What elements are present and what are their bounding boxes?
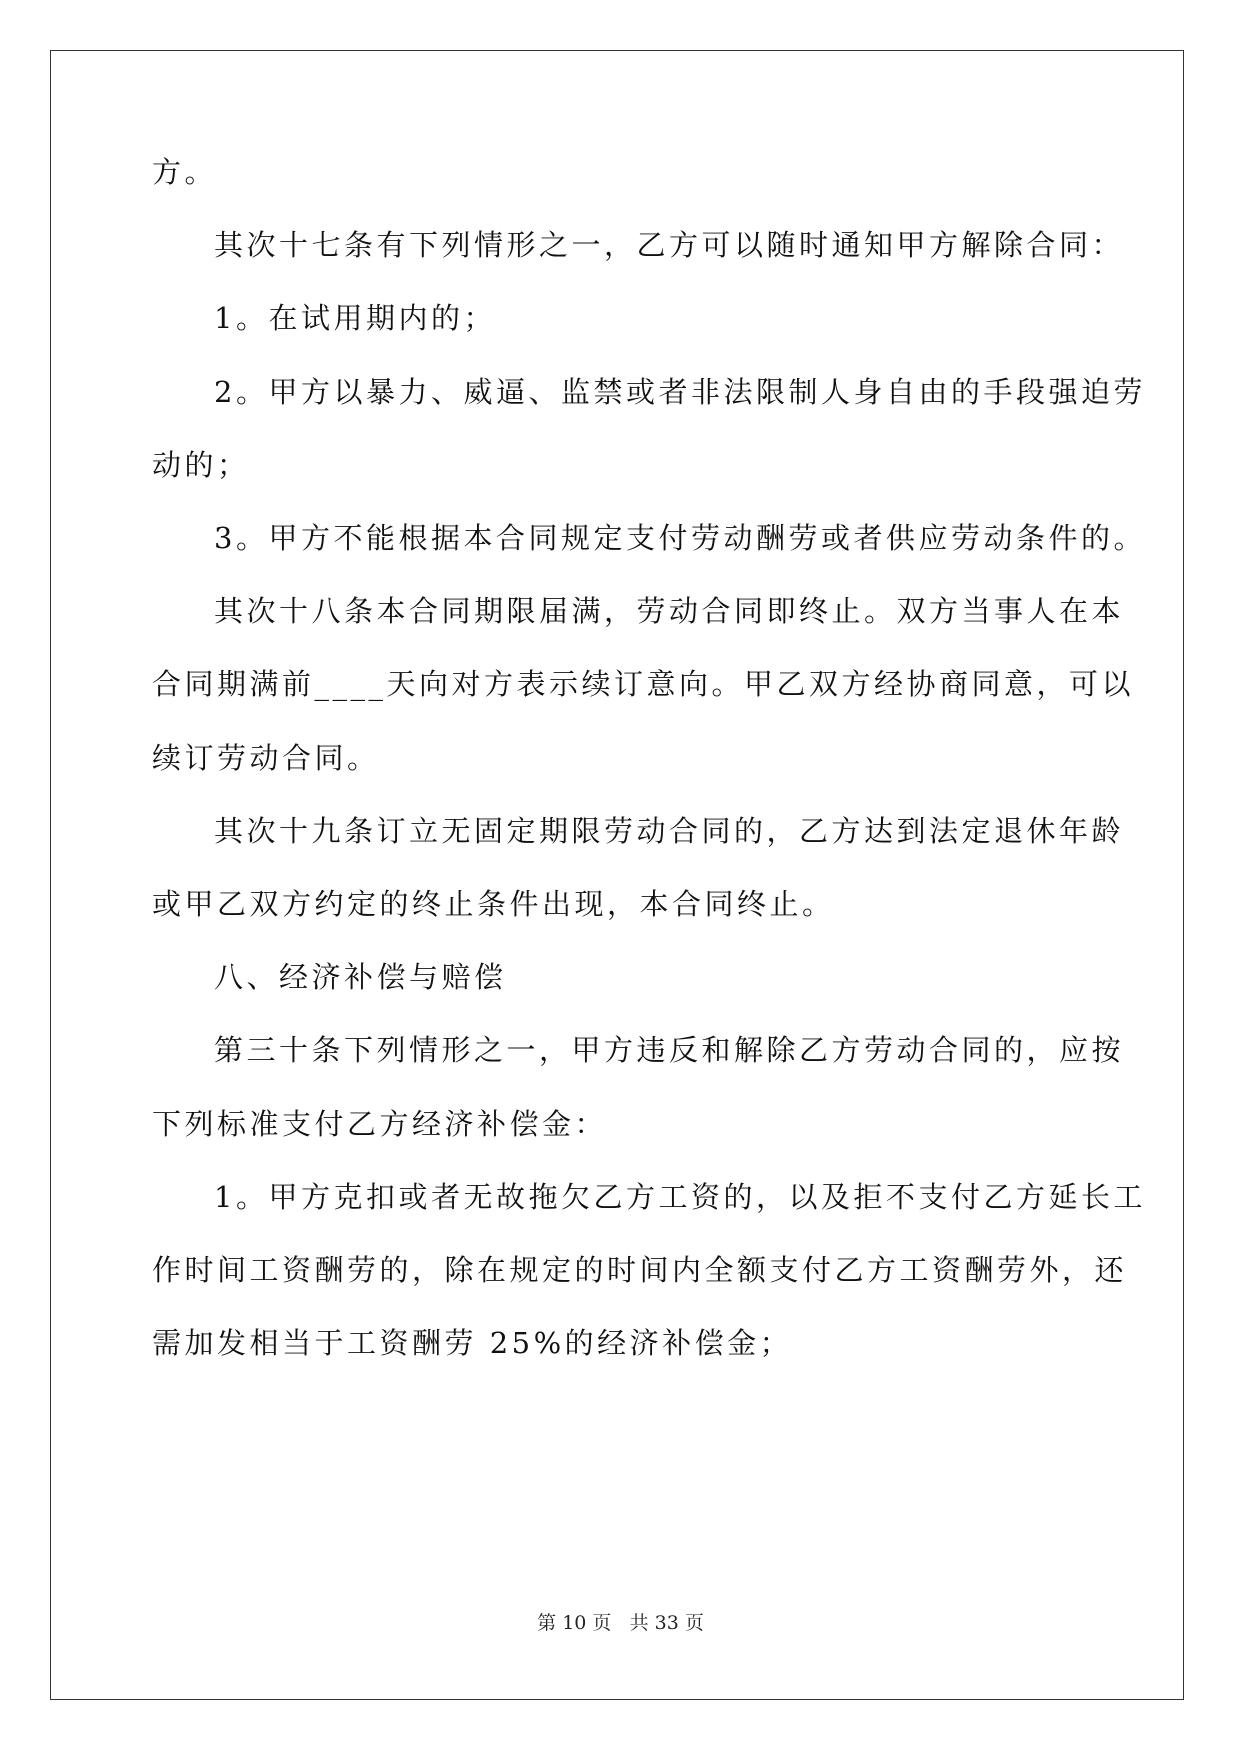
text-line: 1。在试用期内的； bbox=[214, 301, 496, 335]
text-line: 其次十九条订立无固定期限劳动合同的，乙方达到法定退休年龄 bbox=[214, 814, 1125, 848]
text-line: 动的； bbox=[152, 448, 250, 482]
text-line: 作时间工资酬劳的，除在规定的时间内全额支付乙方工资酬劳外，还 bbox=[152, 1253, 1128, 1287]
text-line: 或甲乙双方约定的终止条件出现，本合同终止。 bbox=[152, 887, 835, 921]
text-line: 2。甲方以暴力、威逼、监禁或者非法限制人身自由的手段强迫劳 bbox=[214, 375, 1146, 409]
text-line: 第三十条下列情形之一，甲方违反和解除乙方劳动合同的，应按 bbox=[214, 1033, 1125, 1067]
text-line: 其次十七条有下列情形之一，乙方可以随时通知甲方解除合同： bbox=[214, 228, 1125, 262]
text-line: 3。甲方不能根据本合同规定支付劳动酬劳或者供应劳动条件的。 bbox=[214, 521, 1146, 555]
text-line: 合同期满前____天向对方表示续订意向。甲乙双方经协商同意，可以 bbox=[152, 667, 1135, 701]
page-number: 第 10 页 bbox=[537, 1612, 612, 1634]
page-footer bbox=[0, 1608, 1241, 1635]
text-line: 下列标准支付乙方经济补偿金： bbox=[152, 1107, 608, 1141]
text-line: 方。 bbox=[152, 155, 218, 189]
text-line: 其次十八条本合同期限届满，劳动合同即终止。双方当事人在本 bbox=[214, 594, 1125, 628]
text-line: 1。甲方克扣或者无故拖欠乙方工资的，以及拒不支付乙方延长工 bbox=[214, 1180, 1146, 1214]
text-line: 需加发相当于工资酬劳 25%的经济补偿金； bbox=[152, 1326, 793, 1360]
section-heading: 八、经济补偿与赔偿 bbox=[214, 960, 507, 994]
total-pages: 共 33 页 bbox=[629, 1612, 704, 1634]
text-line: 续订劳动合同。 bbox=[152, 741, 380, 775]
